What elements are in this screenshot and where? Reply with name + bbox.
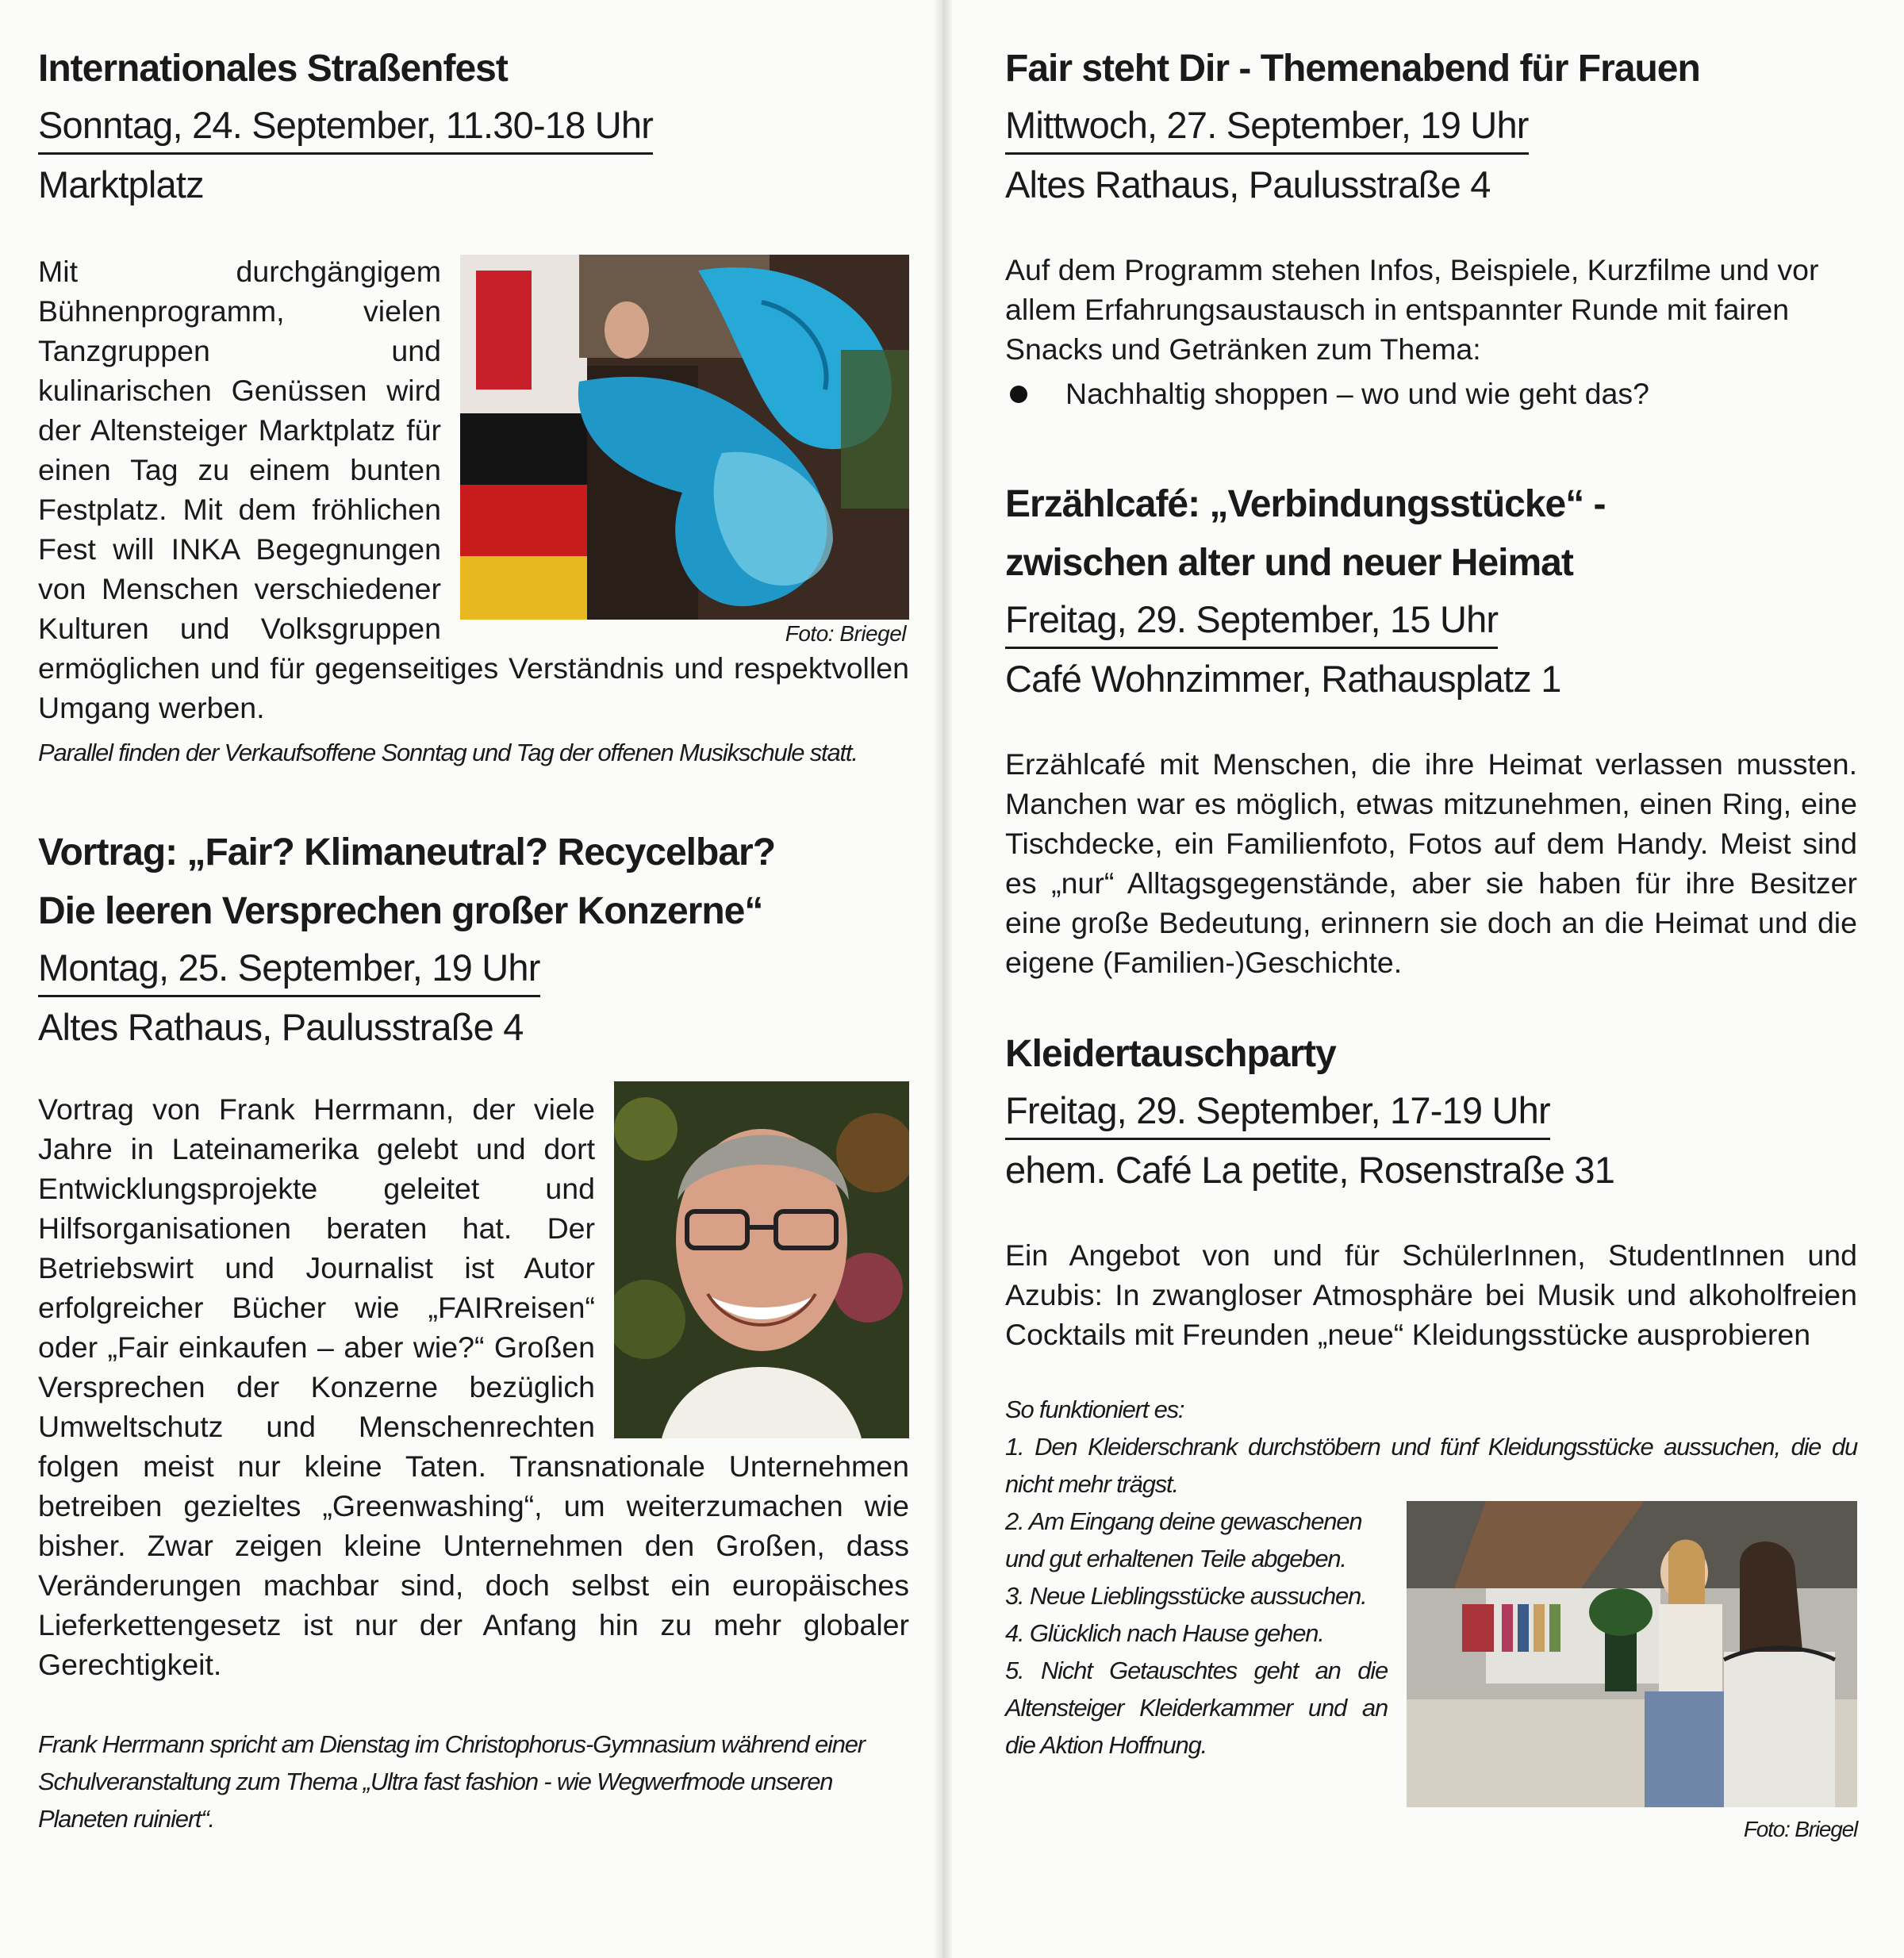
event-text: Ein Angebot von und für SchülerInnen, StudentInnen und Azubis: In zwangloser Atmosphäre bei Musik und alkoholfreien Cocktails mit Freunden „neue“ Kleidungsstücke ausprobieren	[1005, 1238, 1857, 1351]
event-date: Sonntag, 24. September, 11.30-18 Uhr	[38, 98, 653, 155]
howto-step: 2. Am Eingang deine gewaschenen und gut erhaltenen Teile abgeben.	[1005, 1507, 1362, 1572]
howto-title: So funktioniert es:	[1005, 1396, 1184, 1423]
event-kleidertauschparty	[1005, 1025, 1857, 1848]
event-title-line2: zwischen alter und neuer Heimat	[1005, 542, 1573, 584]
event-place: ehem. Café La petite, Rosenstraße 31	[1005, 1149, 1615, 1191]
event-place: Marktplatz	[38, 163, 204, 205]
speaker-photo	[614, 1081, 909, 1438]
photo-credit: Foto: Briegel	[785, 621, 906, 646]
event-place: Altes Rathaus, Paulusstraße 4	[38, 1006, 524, 1048]
speaker-portrait	[614, 1081, 909, 1438]
howto-step: 4. Glücklich nach Hause gehen.	[1005, 1619, 1324, 1647]
event-erzaehlcafe	[1005, 475, 1857, 982]
dancer-image	[460, 255, 909, 620]
dancer-photo	[460, 255, 909, 646]
topic-item: Nachhaltig shoppen – wo und wie geht das?	[1005, 374, 1857, 413]
event-fair-steht-dir	[1005, 0, 1857, 413]
event-text: Erzählcafé mit Menschen, die ihre Heimat verlassen mussten. Manchen war es möglich, etwas mitzunehmen, einen Ring, eine Tischdecke, ein Familienfoto, Fotos auf dem Handy. Meist sind es „nur“ Alltagsgegenstände, aber sie haben für ihre Besitzer eine große Bedeutung, erinnern sie doch an die Heimat und die eigene (Familien-)Geschichte.	[1005, 747, 1857, 979]
left-column	[38, 0, 909, 1837]
event-title: Fair steht Dir - Themenabend für Frauen	[1005, 48, 1700, 90]
photo-credit: Foto: Briegel	[1743, 1817, 1857, 1841]
event-note: Parallel finden der Verkaufsoffene Sonntag und Tag der offenen Musikschule statt.	[38, 739, 858, 766]
event-date: Mittwoch, 27. September, 19 Uhr	[1005, 98, 1529, 155]
event-title-line1: Erzählcafé: „Verbindungsstücke“ -	[1005, 483, 1606, 525]
howto-step: 3. Neue Lieblingsstücke aussuchen.	[1005, 1582, 1367, 1610]
event-title-line1: Vortrag: „Fair? Klimaneutral? Recycelbar?	[38, 831, 776, 873]
event-title-line2: Die leeren Versprechen großer Konzerne“	[38, 890, 763, 932]
event-text: Vortrag von Frank Herrmann, der viele Jahre in Lateinamerika gelebt und dort Entwicklungsprojekte geleitet und Hilfsorganisationen beraten hat. Der Betriebswirt und Journalist ist Autor erfolgreicher Bücher wie „FAIRreisen“ oder „Fair einkaufen – aber wie?“ Großen Versprechen der Konzerne bezüglich Umweltschutz und Menschenrechten folgen meist nur kleine Taten. Transnationale Unternehmen betreiben gezieltes „Greenwashing“, um weiterzumachen wie bisher. Zwar zeigen kleine Unternehmen den Großen, dass Veränderungen machbar sind, doch selbst ein europäisches Lieferkettengesetz ist nur der Anfang hin zu mehr globaler Gerechtigkeit.	[38, 1092, 909, 1681]
event-title: Internationales Straßenfest	[38, 48, 508, 90]
topic-list	[1005, 374, 1857, 413]
event-date: Freitag, 29. September, 17-19 Uhr	[1005, 1084, 1550, 1140]
event-text: Mit durchgängigem Bühnenprogramm, vielen Tanzgruppen und kulinarischen Genüssen wird der Altensteiger Marktplatz für einen Tag zu einem bunten Festplatz. Mit dem fröhlichen Fest will INKA Begegnungen von Menschen verschiedener Kulturen und Volksgruppen ermöglichen und für gegenseitiges Verständnis und respektvollen Umgang werben.	[38, 255, 909, 724]
howto-block	[1005, 1391, 1857, 1848]
event-place: Café Wohnzimmer, Rathausplatz 1	[1005, 658, 1561, 700]
event-text: Auf dem Programm stehen Infos, Beispiele, Kurzfilme und vor allem Erfahrungsaustausch in entspannter Runde mit fairen Snacks und Getränken zum Thema:	[1005, 253, 1819, 366]
event-date: Freitag, 29. September, 15 Uhr	[1005, 593, 1498, 649]
event-strassenfest	[38, 0, 909, 771]
event-date: Montag, 25. September, 19 Uhr	[38, 941, 540, 997]
event-vortrag	[38, 824, 909, 1837]
swap-party-image	[1407, 1501, 1857, 1807]
howto-step: 5. Nicht Getauschtes geht an die Altensteiger Kleiderkammer und an die Aktion Hoffnung.	[1005, 1657, 1388, 1759]
page-fold	[933, 0, 952, 1958]
right-column	[1005, 0, 1857, 1848]
swap-party-photo	[1407, 1501, 1857, 1810]
event-note: Frank Herrmann spricht am Dienstag im Christophorus-Gymnasium während einer Schulveranstaltung zum Thema „Ultra fast fashion - wie Wegwerfmode unseren Planeten ruiniert“.	[38, 1730, 865, 1833]
event-title: Kleidertauschparty	[1005, 1033, 1336, 1075]
howto-step: 1. Den Kleiderschrank durchstöbern und fünf Kleidungsstücke aussuchen, die du nicht mehr trägst.	[1005, 1433, 1857, 1498]
event-place: Altes Rathaus, Paulusstraße 4	[1005, 163, 1491, 205]
